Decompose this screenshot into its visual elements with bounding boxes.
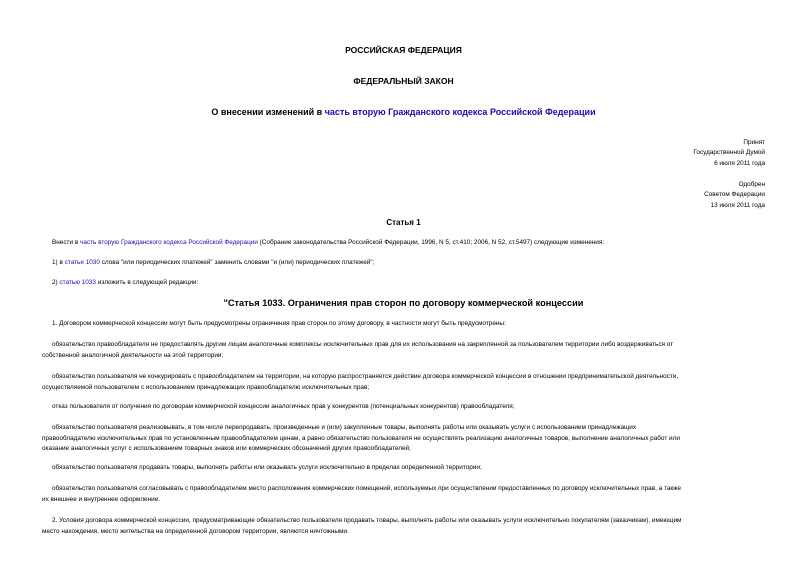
intro-paragraph — [42, 238, 765, 249]
item-2-pre: 2) — [52, 279, 60, 286]
paragraph-line: обязательство правообладателя не предоставлять другим лицам аналогичные комплексы исключительных прав для их использования на закрепленной за пользователем территории либо воздерживаться от — [52, 341, 674, 348]
approved-line: Одобрен — [738, 181, 765, 188]
item-1-paragraph — [42, 258, 765, 269]
civil-code-link[interactable]: часть вторую Гражданского кодекса Российской Федерации — [79, 239, 258, 246]
approved-block — [704, 180, 765, 211]
paragraph — [42, 340, 765, 361]
paragraph-line: осуществляемой пользователем с использованием принадлежащих правообладателю исключительных прав; — [42, 383, 370, 391]
paragraph-line: 1. Договором коммерческой концессии могут быть предусмотрены ограничения прав сторон по этому договору, в частности могут быть предусмотрены: — [52, 320, 506, 327]
paragraph — [42, 463, 765, 474]
paragraph-line: обязательство пользователя реализовывать, в том числе перепродавать, произведенные и (или) закупленные товары, выполнять работы или оказывать услуги с использованием принадлежащих — [52, 424, 637, 431]
civil-code-part-two-link[interactable]: часть вторую Гражданского кодекса Российской Федерации — [324, 107, 596, 117]
item-2-post: изложить в следующей редакции: — [95, 279, 199, 286]
article-1033-link[interactable]: статью 1033 — [59, 279, 96, 286]
paragraph-line: правообладателю исключительных прав по установленным правообладателем ценам, а равно обязательство пользователя не осуществлять реализацию аналогичных товаров, выполнение аналогичных работ или — [42, 434, 680, 442]
country-heading: РОССИЙСКАЯ ФЕДЕРАЦИЯ — [345, 45, 462, 55]
adopted-line: 6 июля 2011 года — [714, 159, 765, 167]
paragraph — [42, 516, 765, 537]
article-1033-heading: "Статья 1033. Ограничения прав сторон по договору коммерческой концессии — [223, 298, 584, 308]
paragraph — [42, 372, 765, 393]
intro-pre: Внести в — [52, 239, 80, 246]
paragraph — [42, 484, 765, 505]
article-heading: Статья 1 — [386, 218, 421, 227]
paragraph-line: оказание аналогичных услуг с использованием товарных знаков или коммерческих обозначений других правообладателей; — [42, 445, 411, 452]
paragraph-line: обязательство пользователя продавать товары, выполнять работы или оказывать услуги исключительно в пределах определенной территории; — [52, 464, 482, 471]
adopted-line: Принят — [743, 139, 765, 146]
intro-post: (Собрание законодательства Российской Федерации, 1996, N 5, ст.410; 2006, N 52, ст.5497) следующие изменения: — [257, 239, 605, 246]
item-1-post: слова "или периодических платежей" заменить словами "и (или) периодических платежей"; — [99, 259, 375, 266]
paragraph-line: отказ пользователя от получения по договорам коммерческой концессии аналогичных прав у конкурентов (потенциальных конкурентов) правообладателя; — [52, 403, 515, 410]
paragraph — [42, 319, 765, 330]
paragraph — [42, 402, 765, 413]
law-title-prefix: О внесении изменений в — [211, 107, 325, 117]
approved-line: Советом Федерации — [704, 191, 765, 199]
paragraph-line: их внешнее и внутреннее оформление. — [42, 495, 161, 503]
adopted-block — [693, 138, 765, 169]
paragraph-line: 2. Условия договора коммерческой концессии, предусматривающие обязательство пользователя продавать товары, выполнять работы или оказывать услуги исключительно покупателям (заказчикам), имеющим — [52, 517, 682, 524]
paragraph — [42, 423, 765, 455]
paragraph-line: место нахождения, место жительства на определенной договором территории, являются ничтожными. — [42, 527, 349, 535]
adopted-line: Государственной Думой — [693, 149, 765, 157]
approved-line: 13 июля 2011 года — [710, 201, 765, 209]
law-type-heading: ФЕДЕРАЛЬНЫЙ ЗАКОН — [353, 76, 454, 86]
item-2-paragraph — [42, 278, 765, 289]
paragraph-line: обязательство пользователя согласовывать с правообладателем место расположения коммерческих помещений, используемых при осуществлении предоставленных по договору исключительных прав, а также — [52, 485, 682, 492]
item-1-pre: 1) в — [52, 259, 65, 266]
paragraph-line: собственной аналогичной деятельности на этой территории; — [42, 351, 224, 359]
law-title — [0, 107, 807, 117]
article-1030-link[interactable]: статье 1030 — [64, 259, 100, 266]
paragraph-line: обязательство пользователя не конкурировать с правообладателем на территории, на которую распространяется действие договора коммерческой концессии в отношении предпринимательской деятельности, — [52, 373, 679, 380]
